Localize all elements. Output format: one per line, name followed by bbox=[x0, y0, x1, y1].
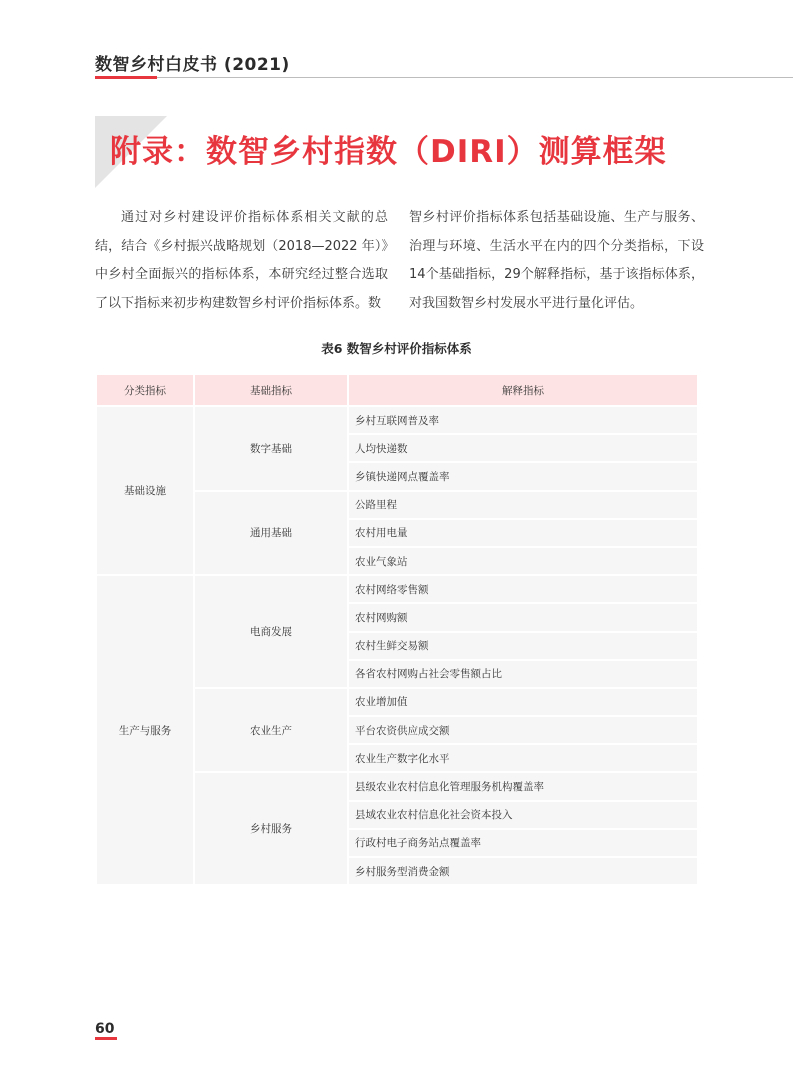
explanatory-indicator-cell: 农业气象站 bbox=[348, 547, 698, 575]
base-indicator-cell: 乡村服务 bbox=[194, 772, 348, 885]
page-number: 60 bbox=[95, 1021, 115, 1037]
table-row bbox=[96, 575, 698, 603]
base-indicator-cell: 通用基础 bbox=[194, 491, 348, 576]
running-header-title: 数智乡村白皮书 (2021) bbox=[95, 55, 290, 75]
header-category: 分类指标 bbox=[96, 374, 194, 406]
page-number-underline bbox=[95, 1037, 117, 1040]
header-divider bbox=[95, 77, 793, 78]
explanatory-indicator-cell: 人均快递数 bbox=[348, 434, 698, 462]
explanatory-indicator-cell: 农村网络零售额 bbox=[348, 575, 698, 603]
explanatory-indicator-cell: 乡村互联网普及率 bbox=[348, 406, 698, 434]
appendix-title: 附录：数智乡村指数（DIRI）测算框架 bbox=[110, 134, 667, 170]
explanatory-indicator-cell: 乡村服务型消费金额 bbox=[348, 857, 698, 885]
explanatory-indicator-cell: 行政村电子商务站点覆盖率 bbox=[348, 829, 698, 857]
header-base-indicator: 基础指标 bbox=[194, 374, 348, 406]
table-header-row bbox=[96, 374, 698, 406]
base-indicator-cell: 电商发展 bbox=[194, 575, 348, 688]
explanatory-indicator-cell: 各省农村网购占社会零售额占比 bbox=[348, 660, 698, 688]
intro-paragraph-right: 智乡村评价指标体系包括基础设施、生产与服务、治理与环境、生活水平在内的四个分类指标，下设 14个基础指标，29个解释指标，基于该指标体系，对我国数智乡村发展水平进行量化评估。 bbox=[409, 210, 704, 311]
explanatory-indicator-cell: 县域农业农村信息化社会资本投入 bbox=[348, 801, 698, 829]
base-indicator-cell: 农业生产 bbox=[194, 688, 348, 773]
category-cell: 生产与服务 bbox=[96, 575, 194, 885]
explanatory-indicator-cell: 农业增加值 bbox=[348, 688, 698, 716]
explanatory-indicator-cell: 农村用电量 bbox=[348, 519, 698, 547]
indicator-table bbox=[95, 373, 699, 886]
header-explanatory-indicator: 解释指标 bbox=[348, 374, 698, 406]
explanatory-indicator-cell: 县级农业农村信息化管理服务机构覆盖率 bbox=[348, 772, 698, 800]
intro-paragraph-left: 通过对乡村建设评价指标体系相关文献的总结，结合《乡村振兴战略规划（2018—2022 年）》中乡村全面振兴的指标体系，本研究经过整合选取了以下指标来初步构建数智乡村评价指标体系。数 bbox=[95, 210, 388, 311]
explanatory-indicator-cell: 公路里程 bbox=[348, 491, 698, 519]
base-indicator-cell: 数字基础 bbox=[194, 406, 348, 491]
table-row bbox=[96, 406, 698, 434]
explanatory-indicator-cell: 乡镇快递网点覆盖率 bbox=[348, 462, 698, 490]
table-caption: 表6 数智乡村评价指标体系 bbox=[321, 341, 472, 356]
category-cell: 基础设施 bbox=[96, 406, 194, 575]
explanatory-indicator-cell: 农村网购额 bbox=[348, 603, 698, 631]
explanatory-indicator-cell: 平台农资供应成交额 bbox=[348, 716, 698, 744]
header-accent-bar bbox=[95, 76, 157, 79]
explanatory-indicator-cell: 农业生产数字化水平 bbox=[348, 744, 698, 772]
explanatory-indicator-cell: 农村生鲜交易额 bbox=[348, 632, 698, 660]
